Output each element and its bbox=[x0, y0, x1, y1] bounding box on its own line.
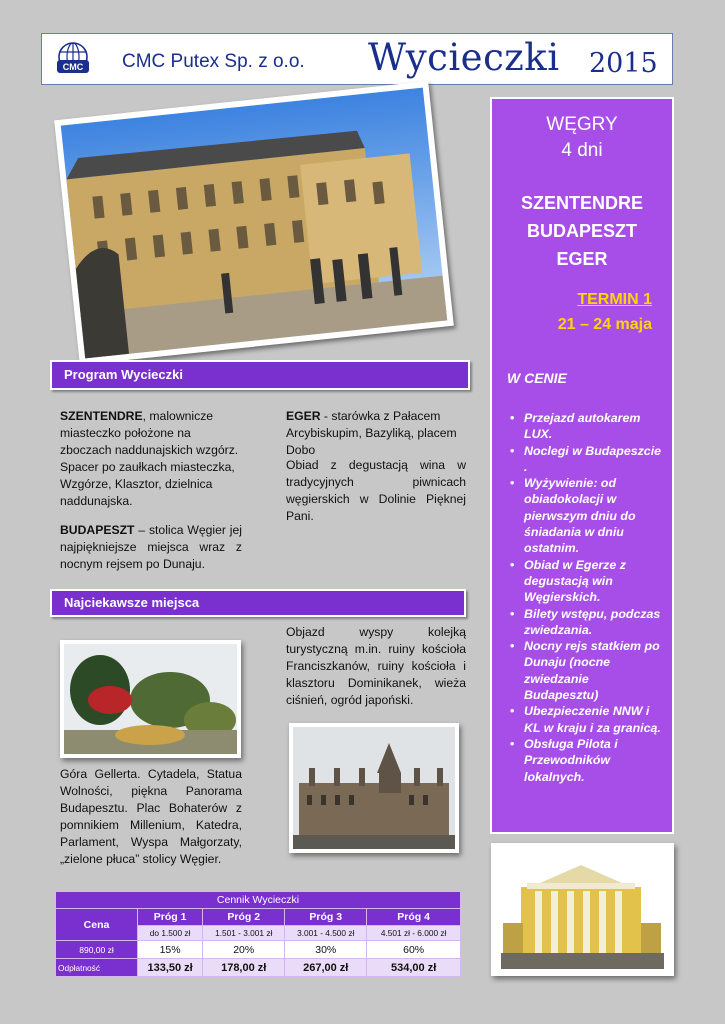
szentendre-name: SZENTENDRE bbox=[60, 409, 143, 423]
tier-payment: 133,50 zł bbox=[138, 959, 203, 977]
price-table bbox=[55, 891, 461, 977]
castle-photo bbox=[54, 81, 454, 365]
page-title-year: 2015 bbox=[589, 48, 658, 79]
eger-text: - starówka z Pałacem Arcybiskupim, Bazyliką, placem Dobo bbox=[286, 409, 457, 457]
tier-header: Próg 3 bbox=[285, 909, 367, 926]
city-name: EGER bbox=[556, 249, 608, 269]
tier-percent: 15% bbox=[138, 941, 203, 959]
section-header-places: Najciekawsze miejsca bbox=[50, 589, 466, 617]
company-logo bbox=[53, 40, 93, 78]
szentendre-text: , malownicze miasteczko położone na zboczach naddunajskich wzgórz. Spacer po zaułkach miasteczka, Wzgórze, Klasztor, dzielnica naddunajska. bbox=[60, 409, 239, 508]
page-title: Wycieczki bbox=[368, 36, 560, 79]
section-header-program: Program Wycieczki bbox=[50, 360, 470, 390]
trip-duration: 4 dni bbox=[561, 140, 603, 161]
tier-header: Próg 4 bbox=[367, 909, 461, 926]
city-name: BUDAPESZT bbox=[526, 221, 637, 241]
includes-title: W CENIE bbox=[507, 370, 567, 386]
payment-label: Odpłatność bbox=[56, 959, 138, 977]
tier-header: Próg 2 bbox=[203, 909, 285, 926]
includes-item: • Ubezpieczenie NNW i KL w kraju i za granicą. bbox=[506, 703, 666, 736]
includes-list bbox=[506, 410, 666, 785]
header-bar bbox=[41, 33, 673, 85]
budapest-sights-description: Góra Gellerta. Cytadela, Statua Wolności, piękna Panorama Budapesztu. Plac Bohaterów z pomnikiem Millenium, Katedra, Parlament, Wyspa Małgorzaty, „zielone płuca” stolicy Węgier. bbox=[60, 767, 242, 866]
eger-basilica-photo bbox=[491, 843, 674, 976]
tier-range: 1.501 - 3.001 zł bbox=[203, 926, 285, 941]
tier-percent: 20% bbox=[203, 941, 285, 959]
tier-payment: 178,00 zł bbox=[203, 959, 285, 977]
garden-photo bbox=[60, 640, 241, 758]
eger-lunch-description: Obiad z degustacją wina w tradycyjnych piwnicach węgierskich w Dolinie Pięknej Pani. bbox=[286, 458, 466, 523]
includes-item: • Bilety wstępu, podczas zwiedzania. bbox=[506, 606, 666, 639]
budapeszt-text: – stolica Węgier jej najpiękniejsze miejsca wraz z nocnym rejsem po Dunaju. bbox=[60, 523, 242, 571]
includes-item: • Noclegi w Budapeszcie . bbox=[506, 443, 666, 476]
tier-payment: 267,00 zł bbox=[285, 959, 367, 977]
includes-item: • Nocny rejs statkiem po Dunaju (nocne zwiedzanie Budapesztu) bbox=[506, 638, 666, 703]
includes-item: • Obsługa Pilota i Przewodników lokalnych. bbox=[506, 736, 666, 785]
szentendre-description bbox=[60, 408, 242, 510]
tier-percent: 30% bbox=[285, 941, 367, 959]
city-name: SZENTENDRE bbox=[520, 193, 643, 213]
parliament-photo bbox=[289, 723, 459, 853]
tier-range: 3.001 - 4.500 zł bbox=[285, 926, 367, 941]
trip-info-panel bbox=[490, 97, 674, 834]
tier-payment: 534,00 zł bbox=[367, 959, 461, 977]
logo-text: CMC bbox=[62, 62, 84, 72]
tier-range: do 1.500 zł bbox=[138, 926, 203, 941]
tier-range: 4.501 zł - 6.000 zł bbox=[367, 926, 461, 941]
budapeszt-name: BUDAPESZT bbox=[60, 523, 135, 537]
tier-percent: 60% bbox=[367, 941, 461, 959]
price-table-caption: Cennik Wycieczki bbox=[56, 892, 461, 909]
budapeszt-description bbox=[60, 522, 242, 573]
eger-name: EGER bbox=[286, 409, 321, 423]
term-label: TERMIN 1 bbox=[577, 291, 652, 308]
tier-header: Próg 1 bbox=[138, 909, 203, 926]
term-dates: 21 – 24 maja bbox=[557, 316, 652, 333]
base-price: 890,00 zł bbox=[56, 941, 138, 959]
includes-item: • Obiad w Egerze z degustacją win Węgierskich. bbox=[506, 557, 666, 606]
eger-description bbox=[286, 408, 466, 459]
tour-description: Objazd wyspy kolejką turystyczną m.in. ruiny kościoła Franciszkanów, ruiny kościoła i klasztoru Dominikanek, wieża ciśnień, ogród japoński. bbox=[286, 625, 466, 707]
company-name: CMC Putex Sp. z o.o. bbox=[122, 51, 305, 72]
includes-item: • Wyżywienie: od obiadokolacji w pierwszym dniu do śniadania w dniu ostatnim. bbox=[506, 475, 666, 556]
price-row-header: Cena bbox=[56, 909, 138, 941]
includes-item: • Przejazd autokarem LUX. bbox=[506, 410, 666, 443]
destination-country: WĘGRY bbox=[546, 114, 618, 135]
